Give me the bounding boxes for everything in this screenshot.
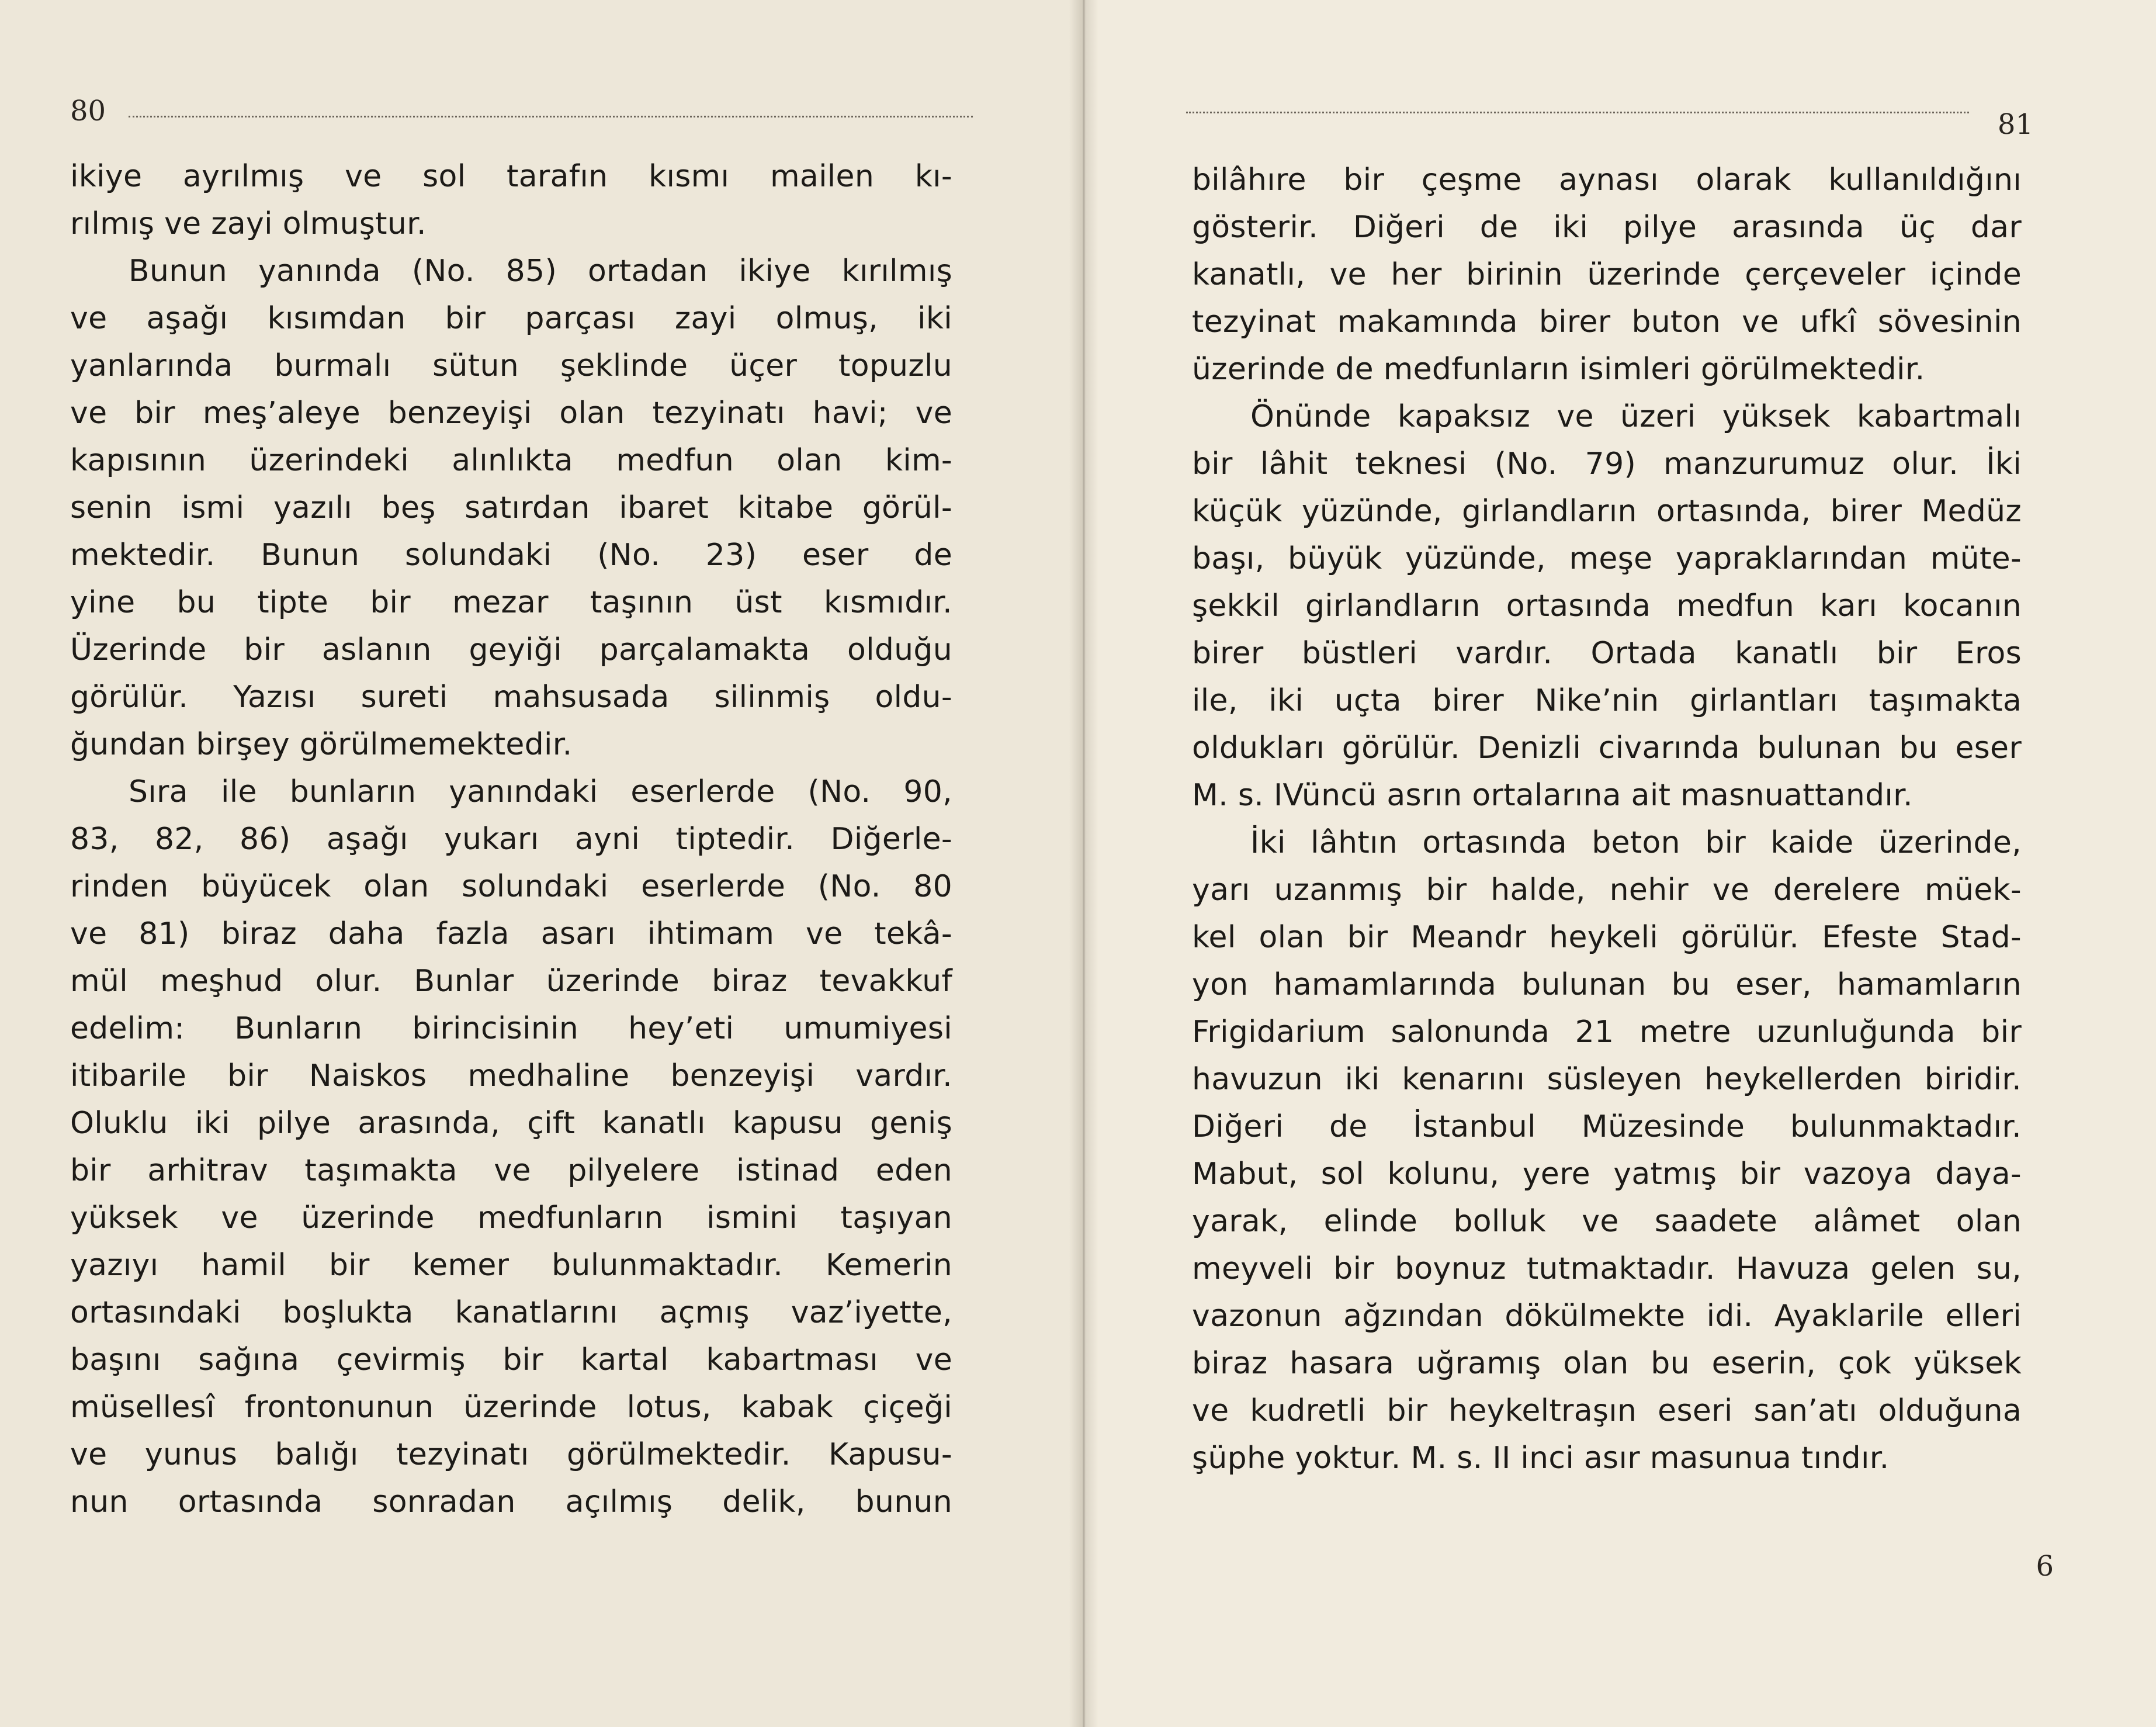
text-line: kel olan bir Meandr heykeli görülür. Efeste Stad- [1192,920,2022,955]
text-line: şekkil girlandların ortasında medfun karı kocanın [1192,589,2022,624]
text-line: bilâhıre bir çeşme aynası olarak kullanıldığını [1192,162,2022,198]
text-line: mektedir. Bunun solundaki (No. 23) eser de [70,538,952,573]
text-line: meyveli bir boynuz tutmaktadır. Havuza gelen su, [1192,1251,2022,1286]
header-dotted-rule [1186,112,1969,113]
header-dotted-rule [129,116,973,117]
text-line: tezyinat makamında birer buton ve ufkî sövesinin [1192,304,2022,340]
text-line: mül meşhud olur. Bunlar üzerinde biraz tevakkuf [70,964,952,999]
text-line: kapısının üzerindeki alınlıkta medfun olan kim- [70,443,952,478]
text-line: yarı uzanmış bir halde, nehir ve derelere müek- [1192,873,2022,908]
text-line: senin ismi yazılı beş satırdan ibaret kitabe görül- [70,490,952,525]
text-line: birer büstleri vardır. Ortada kanatlı bir Eros [1192,636,2022,671]
right-page [1084,0,2156,1727]
text-line: Oluklu iki pilye arasında, çift kanatlı kapusu geniş [70,1106,952,1141]
text-line: ğundan birşey görülmemektedir. [70,727,573,762]
text-line: Üzerinde bir aslanın geyiği parçalamakta olduğu [70,632,952,667]
text-line: Diğeri de İstanbul Müzesinde bulunmaktadır. [1192,1109,2022,1144]
text-line: rılmış ve zayi olmuştur. [70,206,427,241]
text-line: bir lâhit teknesi (No. 79) manzurumuz olur. İki [1192,447,2022,482]
right-page-text [1192,157,2022,1482]
text-line: yine bu tipte bir mezar taşının üst kısmıdır. [70,585,952,620]
text-line: vazonun ağzından dökülmekte idi. Ayaklarile elleri [1192,1299,2022,1334]
text-line: başı, büyük yüzünde, meşe yapraklarından müte- [1192,541,2022,576]
text-line: 83, 82, 86) aşağı yukarı ayni tiptedir. Diğerle- [70,822,952,857]
text-line: Sıra ile bunların yanındaki eserlerde (No. 90, [129,774,952,809]
left-page-text [70,153,952,1526]
text-line: ile, iki uçta birer Nike’nin girlantları taşımakta [1192,683,2022,718]
text-line: yanlarında burmalı sütun şeklinde üçer topuzlu [70,348,952,383]
text-line: itibarile bir Naiskos medhaline benzeyişi vardır. [70,1058,952,1093]
text-line: gösterir. Diğeri de iki pilye arasında üç dar [1192,210,2022,245]
text-line: oldukları görülür. Denizli civarında bulunan bu eser [1192,731,2022,766]
page-number: 81 [1997,108,2033,141]
signature-mark: 6 [2036,1550,2054,1583]
text-line: rinden büyücek olan solundaki eserlerde (No. 80 [70,869,952,904]
text-line: Frigidarium salonunda 21 metre uzunluğunda bir [1192,1015,2022,1050]
text-line: nun ortasında sonradan açılmış delik, bunun [70,1484,952,1520]
text-line: müsellesî frontonunun üzerinde lotus, kabak çiçeği [70,1390,952,1425]
text-line: görülür. Yazısı sureti mahsusada silinmiş oldu- [70,680,952,715]
text-line: yarak, elinde bolluk ve saadete alâmet olan [1192,1204,2022,1239]
text-line: biraz hasara uğramış olan bu eserin, çok yüksek [1192,1346,2022,1381]
text-line: ve 81) biraz daha fazla asarı ihtimam ve tekâ- [70,916,952,951]
text-line: ve kudretli bir heykeltraşın eseri san’atı olduğuna [1192,1393,2022,1428]
text-line: edelim: Bunların birincisinin hey’eti umumiyesi [70,1011,952,1046]
text-line: M. s. IVüncü asrın ortalarına ait masnuattandır. [1192,778,1913,813]
left-page-header [70,94,973,129]
text-line: İki lâhtın ortasında beton bir kaide üzerinde, [1250,825,2022,860]
page-number: 80 [70,95,106,127]
text-line: ortasındaki boşlukta kanatlarını açmış vaz’iyette, [70,1295,952,1330]
text-line: Önünde kapaksız ve üzeri yüksek kabartmalı [1250,399,2022,434]
right-page-header [1186,102,2033,141]
book-gutter [1069,0,1098,1727]
text-line: Bunun yanında (No. 85) ortadan ikiye kırılmış [129,254,952,289]
text-line: havuzun iki kenarını süsleyen heykellerden biridir. [1192,1062,2022,1097]
text-line: ve bir meş’aleye benzeyişi olan tezyinatı havi; ve [70,396,952,431]
text-line: Mabut, sol kolunu, yere yatmış bir vazoya daya- [1192,1157,2022,1192]
text-line: ve yunus balığı tezyinatı görülmektedir. Kapusu- [70,1437,952,1472]
text-line: yazıyı hamil bir kemer bulunmaktadır. Kemerin [70,1248,952,1283]
text-line: yüksek ve üzerinde medfunların ismini taşıyan [70,1200,952,1235]
text-line: küçük yüzünde, girlandların ortasında, birer Medüz [1192,494,2022,529]
text-line: kanatlı, ve her birinin üzerinde çerçeveler içinde [1192,257,2022,292]
text-line: ikiye ayrılmış ve sol tarafın kısmı mailen kı- [70,159,952,194]
text-line: ve aşağı kısımdan bir parçası zayi olmuş, iki [70,301,952,336]
text-line: üzerinde de medfunların isimleri görülmektedir. [1192,352,1925,387]
text-line: yon hamamlarında bulunan bu eser, hamamların [1192,967,2022,1002]
text-line: bir arhitrav taşımakta ve pilyelere istinad eden [70,1153,952,1188]
text-line: başını sağına çevirmiş bir kartal kabartması ve [70,1342,952,1378]
text-line: şüphe yoktur. M. s. II inci asır masunua tındır. [1192,1441,1890,1476]
